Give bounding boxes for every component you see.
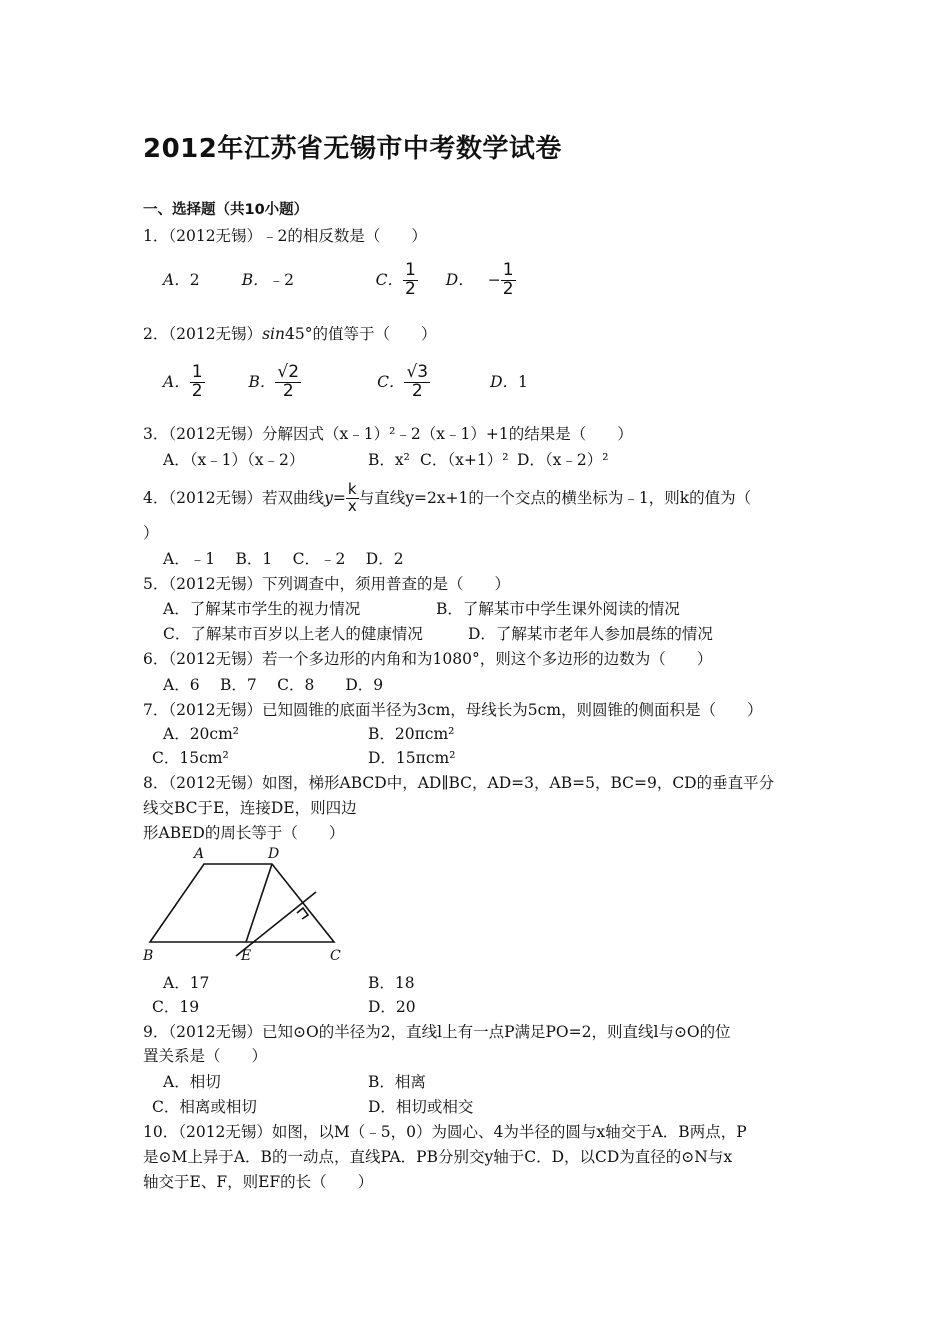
q1-option-a: 2 [189, 270, 200, 289]
q5-option-c: C．了解某市百岁以上老人的健康情况 [163, 625, 423, 643]
q7-option-a: A．20cm² [163, 725, 240, 743]
question-10-stem-line3: 轴交于E、F，则EF的长（ ） [143, 1173, 374, 1191]
question-10-stem-line2: 是⊙M上异于A．B的一动点，直线PA．PB分别交y轴于C．D，以CD为直径的⊙N与x [143, 1148, 733, 1166]
question-2-options [163, 362, 528, 402]
trapezoid-abcd [150, 864, 334, 942]
q5-option-b: B．了解某市中学生课外阅读的情况 [436, 600, 680, 618]
question-10-stem-line1: 10．（2012无锡）如图，以M（﹣5，0）为圆心、4为半径的圆与x轴交于A．B两点，P [143, 1123, 747, 1141]
q2-option-a-fraction: $\frac{1}{2}$ [191, 361, 203, 401]
q2-option-b-fraction: $\frac{√2}{2}$ [277, 361, 300, 401]
q4-fraction-k-over-x: $\frac{k}{x}$ [347, 479, 357, 515]
question-4-stem-end: ） [143, 524, 159, 542]
q3-option-c: C．（x+1）² [420, 451, 509, 469]
q9-option-a: A．相切 [163, 1073, 221, 1091]
q1-option-d-sign: − [487, 270, 501, 289]
q1-option-d-fraction: $\frac{1}{2}$ [502, 259, 514, 299]
q8-option-d: D．20 [368, 998, 416, 1016]
question-9-stem-line2: 置关系是（ ） [143, 1047, 268, 1065]
question-8-stem-line2: 线交BC于E，连接DE，则四边 [143, 799, 357, 817]
label-e: E [241, 948, 252, 964]
q7-option-b: B．20πcm² [368, 725, 455, 743]
question-6-stem: 6．（2012无锡）若一个多边形的内角和为1080°，则这个多边形的边数为（ ） [143, 650, 713, 668]
q8-option-a: A．17 [163, 974, 210, 992]
q1-option-c-label: C． [375, 270, 403, 289]
question-5-stem: 5．（2012无锡）下列调查中，须用普查的是（ ） [143, 575, 511, 593]
q2-option-a-label: A． [163, 372, 190, 391]
q1-option-b-label: B． [241, 270, 269, 289]
q8-option-b: B．18 [368, 974, 415, 992]
question-4-stem: 4．（2012无锡）若双曲线 y= $\frac{k}{x}$ 与直线y=2x+1的一个交点的横坐标为﹣1，则k的值为（ [143, 479, 752, 515]
question-8-stem-line3: 形ABED的周长等于（ ） [143, 824, 345, 842]
question-7-stem: 7．（2012无锡）已知圆锥的底面半径为3cm，母线长为5cm，则圆锥的侧面积是（ ） [143, 701, 763, 719]
q3-option-d: D．（x﹣2）² [517, 451, 609, 469]
q5-option-a: A．了解某市学生的视力情况 [163, 600, 361, 618]
right-angle-mark [297, 908, 308, 919]
question-3-stem: 3．（2012无锡）分解因式（x﹣1）²﹣2（x﹣1）+1的结果是（ ） [143, 425, 633, 443]
section-heading: 一、选择题（共10小题） [143, 202, 309, 218]
q9-option-b: B．相离 [368, 1073, 426, 1091]
question-4-options: A．﹣1 B．1 C．﹣2 D．2 [163, 550, 404, 568]
q7-option-d: D．15πcm² [368, 749, 456, 767]
perpendicular-bisector-line [236, 892, 316, 956]
q2-option-c-label: C． [377, 372, 405, 391]
trapezoid-figure [140, 842, 360, 967]
label-d: D [268, 846, 280, 862]
q8-option-c: C．19 [152, 998, 200, 1016]
label-c: C [330, 948, 341, 964]
question-2-stem: 2．（2012无锡）sin45°的值等于（ ） [143, 325, 437, 343]
q1-option-d-label: D． [445, 270, 474, 289]
q1-option-a-label: A． [163, 270, 190, 289]
label-a: A [194, 846, 205, 862]
q1-option-b: ﹣2 [268, 270, 294, 289]
question-1-options [163, 259, 516, 299]
q3-option-a: A．（x﹣1）（x﹣2） [163, 451, 305, 469]
q1-option-c-fraction: $\frac{1}{2}$ [404, 259, 416, 299]
q2-option-b-label: B． [248, 372, 276, 391]
q2-option-d-label: D． [490, 372, 519, 391]
question-9-stem-line1: 9．（2012无锡）已知⊙O的半径为2，直线l上有一点P满足PO=2，则直线l与⊙O的位 [143, 1023, 731, 1041]
page-title: 2012年江苏省无锡市中考数学试卷 [143, 134, 562, 164]
q9-option-c: C．相离或相切 [152, 1098, 257, 1116]
question-8-stem-line1: 8．（2012无锡）如图，梯形ABCD中，AD∥BC，AD=3，AB=5，BC=9，CD的垂直平分 [143, 774, 775, 792]
question-1-stem: 1．（2012无锡）﹣2的相反数是（ ） [143, 227, 427, 245]
question-6-options: A．6 B．7 C．8 D．9 [163, 676, 384, 694]
q3-option-b: B．x² [368, 451, 410, 469]
q2-option-c-fraction: $\frac{√3}{2}$ [406, 361, 429, 401]
q5-option-d: D．了解某市老年人参加晨练的情况 [468, 625, 713, 643]
q9-option-d: D．相切或相交 [368, 1098, 474, 1116]
label-b: B [143, 948, 154, 964]
q2-option-d: 1 [518, 372, 528, 391]
q7-option-c: C．15cm² [152, 749, 229, 767]
